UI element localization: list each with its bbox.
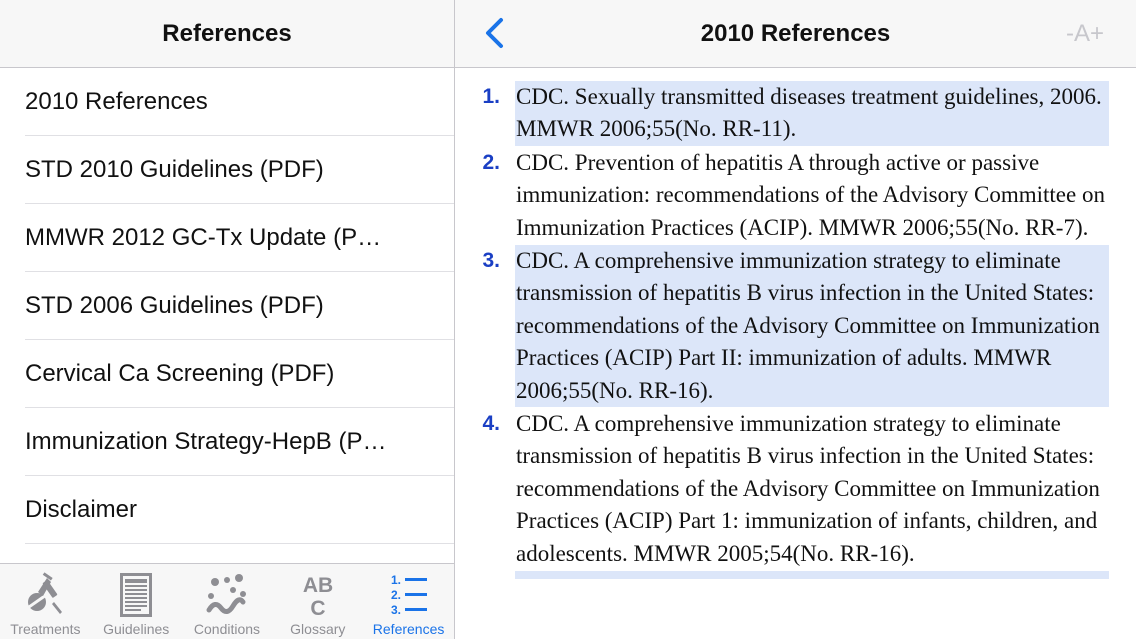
menu-item-2010-references[interactable]	[0, 68, 454, 136]
menu-item-label: Immunization Strategy-HepB (P…	[25, 428, 387, 455]
svg-text:3.: 3.	[390, 603, 401, 617]
tab-label: Glossary	[290, 621, 346, 637]
tab-label: Conditions	[193, 621, 261, 637]
tab-glossary[interactable]	[272, 564, 363, 639]
menu-item-cervical-ca-screening[interactable]	[0, 340, 454, 408]
document-icon	[112, 572, 160, 618]
reference-item	[455, 81, 1136, 146]
reference-item-partial	[455, 571, 1136, 579]
reference-item	[455, 245, 1136, 407]
svg-text:C: C	[310, 597, 326, 618]
menu-item-label: 2010 References	[25, 88, 208, 115]
menu-item-label: Cervical Ca Screening (PDF)	[25, 360, 335, 387]
master-title: References	[162, 19, 292, 47]
master-pane	[0, 0, 455, 639]
microbes-icon	[203, 572, 251, 618]
tab-bar	[0, 563, 454, 639]
tab-conditions[interactable]	[182, 564, 273, 639]
references-menu	[0, 68, 454, 544]
detail-pane	[455, 0, 1136, 639]
references-content[interactable]	[455, 68, 1136, 639]
menu-item-label: MMWR 2012 GC-Tx Update (P…	[25, 224, 382, 251]
tab-treatments[interactable]	[0, 564, 91, 639]
reference-text: CDC. Sexually transmitted diseases treatment guidelines, 2006. MMWR 2006;55(No. RR-11).	[515, 81, 1109, 146]
reference-text: CDC. A comprehensive immunization strategy to eliminate transmission of hepatitis B virus infection in the United States: recommendations of the Advisory Committee on Immunization Practices (ACIP) Part II: immunization of adults. MMWR 2006;55(No. RR-16).	[515, 245, 1109, 407]
tab-label: Treatments	[10, 621, 81, 637]
detail-title: 2010 References	[700, 19, 891, 47]
menu-item-std-2006-guidelines[interactable]	[0, 272, 454, 340]
master-nav-bar	[0, 0, 454, 68]
reference-number: 3.	[482, 249, 500, 273]
numbered-list-icon	[385, 572, 433, 618]
menu-item-std-2010-guidelines[interactable]	[0, 136, 454, 204]
tab-guidelines[interactable]	[91, 564, 182, 639]
reference-item	[455, 408, 1136, 570]
svg-text:AB: AB	[302, 574, 333, 597]
reference-number: 4.	[482, 412, 500, 436]
menu-item-immunization-strategy[interactable]	[0, 408, 454, 476]
detail-nav-bar	[455, 0, 1136, 68]
menu-item-mmwr-2012-update[interactable]	[0, 204, 454, 272]
tab-label: References	[372, 621, 445, 637]
reference-number: 1.	[482, 85, 500, 108]
reference-item	[455, 147, 1136, 244]
tab-label: Guidelines	[103, 621, 170, 637]
reference-text: CDC. Prevention of hepatitis A through active or passive immunization: recommendations of the Advisory Committee on Immunization Practices (ACIP). MMWR 2006;55(No. RR-7).	[516, 149, 1105, 240]
abc-icon	[294, 572, 342, 618]
syringe-pill-icon	[21, 572, 69, 618]
reference-text-partial	[515, 571, 1109, 579]
svg-text:1.: 1.	[390, 573, 401, 587]
menu-item-label: STD 2010 Guidelines (PDF)	[25, 156, 324, 183]
font-size-control[interactable]: -A+	[1065, 20, 1104, 47]
menu-item-label: STD 2006 Guidelines (PDF)	[25, 292, 324, 319]
reference-text: CDC. A comprehensive immunization strategy to eliminate transmission of hepatitis B virus infection in the United States: recommendations of the Advisory Committee on Immunization Practices (ACIP) Part 1: immunization of infants, children, and adolescents. MMWR 2005;54(No. RR-16).	[516, 411, 1100, 566]
reference-number: 2.	[482, 150, 500, 174]
reference-list	[455, 68, 1136, 579]
chevron-left-icon[interactable]	[481, 16, 509, 50]
menu-item-label: Disclaimer	[25, 496, 138, 523]
svg-text:2.: 2.	[390, 588, 401, 602]
menu-item-disclaimer[interactable]	[0, 476, 454, 544]
tab-references[interactable]	[363, 564, 454, 639]
